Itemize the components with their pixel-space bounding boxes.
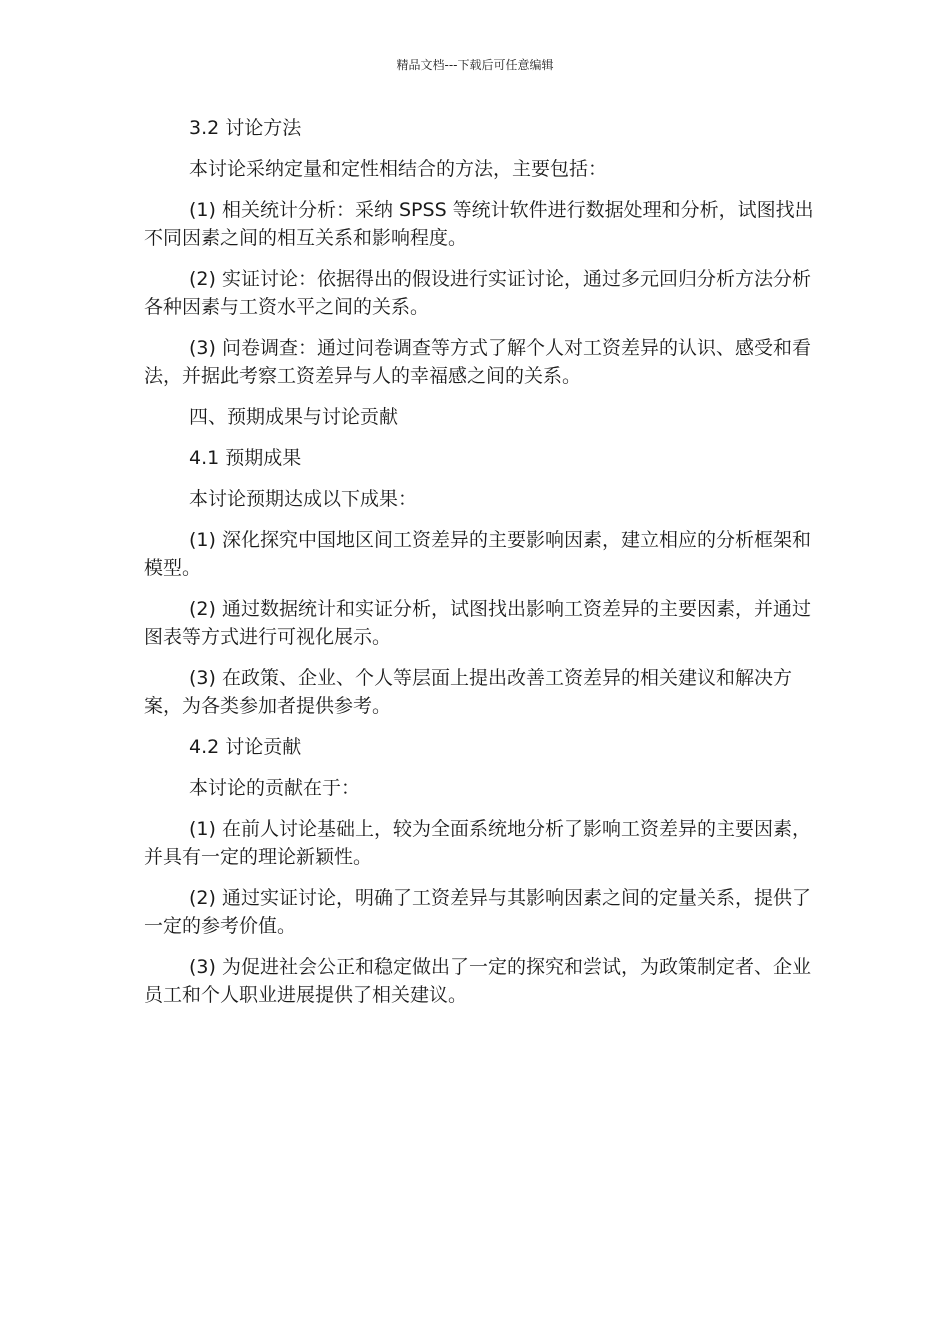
paragraph-contribution-3: (3) 为促进社会公正和稳定做出了一定的探究和尝试，为政策制定者、企业员工和个人职业进展提供了相关建议。 [144,956,811,1006]
section-heading-3-2: 3.2 讨论方法 [189,117,302,139]
paragraph-methods-intro: 本讨论采纳定量和定性相结合的方法，主要包括： [189,158,608,180]
paragraph-results-intro: 本讨论预期达成以下成果： [189,488,418,510]
section-heading-4: 四、预期成果与讨论贡献 [189,406,399,428]
paragraph-result-1: (1) 深化探究中国地区间工资差异的主要影响因素，建立相应的分析框架和模型。 [144,529,811,579]
paragraph-result-2: (2) 通过数据统计和实证分析，试图找出影响工资差异的主要因素，并通过图表等方式进行可视化展示。 [144,598,811,648]
document-body [144,114,820,1022]
paragraph-contribution-2: (2) 通过实证讨论，明确了工资差异与其影响因素之间的定量关系，提供了一定的参考价值。 [144,887,811,937]
section-heading-4-1: 4.1 预期成果 [189,447,302,469]
paragraph-contribution-intro: 本讨论的贡献在于： [189,777,361,799]
paragraph-contribution-1: (1) 在前人讨论基础上，较为全面系统地分析了影响工资差异的主要因素，并具有一定的理论新颖性。 [144,818,811,868]
paragraph-method-3: (3) 问卷调查：通过问卷调查等方式了解个人对工资差异的认识、感受和看法，并据此考察工资差异与人的幸福感之间的关系。 [144,337,811,387]
paragraph-method-2: (2) 实证讨论：依据得出的假设进行实证讨论，通过多元回归分析方法分析各种因素与工资水平之间的关系。 [144,268,811,318]
paragraph-result-3: (3) 在政策、企业、个人等层面上提出改善工资差异的相关建议和解决方案，为各类参加者提供参考。 [144,667,792,717]
page-header: 精品文档---下载后可任意编辑 [396,58,554,72]
paragraph-method-1: (1) 相关统计分析：采纳 SPSS 等统计软件进行数据处理和分析，试图找出不同因素之间的相互关系和影响程度。 [144,199,814,249]
section-heading-4-2: 4.2 讨论贡献 [189,736,302,758]
